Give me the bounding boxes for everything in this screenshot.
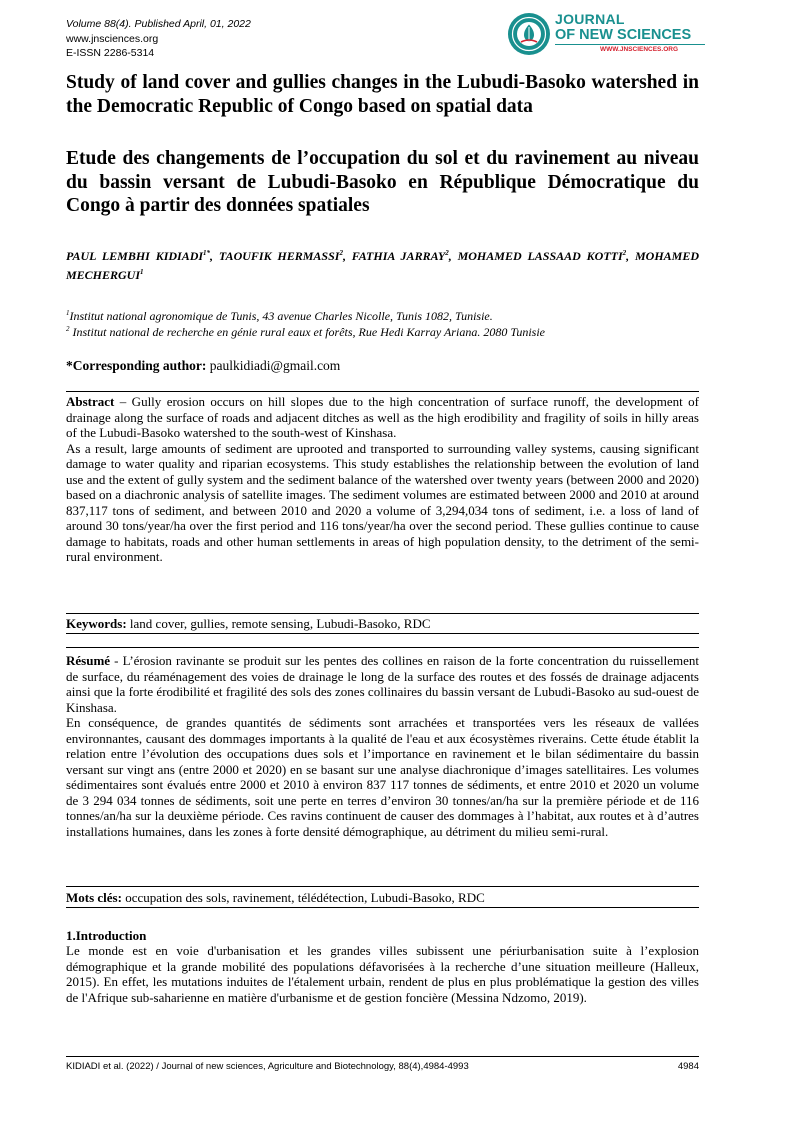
divider — [66, 886, 699, 887]
abstract-para-1 — [66, 394, 699, 441]
french-title: Etude des changements de l’occupation du sol et du ravinement au niveau du bassin versant de Lubudi-Basoko en République Démocratique du Congo à partir des données spatiales — [66, 148, 699, 216]
author-affiliation-mark: 2 — [339, 249, 343, 257]
english-title: Study of land cover and gullies changes in the Lubudi-Basoko watershed in the Democratic Republic of Congo based on spatial data — [66, 72, 699, 117]
logo-text-new-sciences: OF NEW SCIENCES — [555, 27, 692, 43]
page-footer — [66, 1061, 699, 1072]
journal-website[interactable]: www.jnsciences.org — [66, 32, 159, 45]
introduction-section — [66, 943, 699, 1005]
affiliation-1 — [66, 308, 699, 324]
author-affiliation-mark: 1 — [140, 268, 144, 276]
author-affiliation-mark: 2 — [445, 249, 449, 257]
resume-label: Résumé — [66, 653, 111, 668]
corresponding-label: *Corresponding author: — [66, 358, 207, 373]
journal-header — [66, 17, 251, 61]
abstract-label: Abstract — [66, 394, 115, 409]
divider — [66, 391, 699, 392]
affiliation-mark: 2 — [66, 325, 70, 333]
divider — [66, 613, 699, 614]
journal-logo — [507, 10, 705, 62]
mots-cles — [66, 890, 485, 906]
corresponding-email[interactable]: paulkidiadi@gmail.com — [209, 358, 341, 373]
author-name: MOHAMED LASSAAD KOTTI — [457, 249, 623, 263]
resume-text: - L’érosion ravinante se produit sur les pentes des collines en raison de la forte concentration du ruissellement de surface, du réaménagement des voies de drainage le long de la surface des routes et des fossés de drainage adjacents ainsi que la forte érodibilité et fragilité des sols des zones collinaires du bassin versant de Lubudi-Basoko au sud-ouest de Kinshasa. — [66, 653, 699, 715]
divider — [66, 907, 699, 908]
journal-issn: E-ISSN 2286-5314 — [66, 47, 155, 59]
mots-cles-text: occupation des sols, ravinement, télédétection, Lubudi-Basoko, RDC — [121, 890, 485, 905]
abstract-text: – Gully erosion occurs on hill slopes due to the high concentration of surface runoff, the development of drainage along the surface of roads and adjacent ditches as well as the high erodibility and fragility of soils in hilly areas of the Lubudi-Basoko watershed to the south-west of Kinshasa. — [66, 394, 699, 440]
resume-para-1 — [66, 653, 699, 715]
divider — [66, 633, 699, 634]
author-name: MOHAMED MECHERGUI — [66, 249, 700, 282]
logo-url[interactable]: WWW.JNSCIENCES.ORG — [600, 46, 679, 53]
journal-emblem-icon — [507, 12, 551, 56]
abstract-section — [66, 394, 699, 565]
corresponding-author — [66, 358, 340, 374]
logo-divider — [555, 44, 705, 45]
page-number: 4984 — [677, 1061, 699, 1072]
affiliation-mark: 1 — [66, 309, 70, 317]
keywords — [66, 616, 431, 632]
author-separator: , — [626, 249, 635, 263]
affiliation-2 — [66, 324, 699, 340]
author-name: FATHIA JARRAY — [351, 249, 446, 263]
author-separator: , — [448, 249, 458, 263]
footer-divider — [66, 1056, 699, 1057]
footer-citation: KIDIADI et al. (2022) / Journal of new sciences, Agriculture and Biotechnology, 88(4),4984-4993 — [66, 1061, 469, 1072]
divider — [66, 647, 699, 648]
affiliations — [66, 308, 699, 340]
affiliation-text: Institut national agronomique de Tunis, 43 avenue Charles Nicolle, Tunis 1082, Tunisie. — [69, 309, 493, 323]
mots-cles-label: Mots clés: — [66, 890, 122, 905]
keywords-text: land cover, gullies, remote sensing, Lubudi-Basoko, RDC — [126, 616, 431, 631]
keywords-label: Keywords: — [66, 616, 127, 631]
author-name: PAUL LEMBHI KIDIADI — [66, 249, 204, 263]
volume-info: Volume 88(4). Published April, 01, 2022 — [66, 18, 251, 30]
author-separator: , — [210, 249, 219, 263]
author-affiliation-mark: 2 — [622, 249, 627, 257]
author-affiliation-mark: 1* — [203, 249, 211, 257]
author-separator: , — [342, 249, 352, 263]
resume-para-2: En conséquence, de grandes quantités de sédiments sont arrachées et transportées vers les réseaux de vallées environnantes, causant des dommages importants à la qualité de l'eau et aux écosystèmes riverains. Cette étude établit la relation entre l’évolution des occupations dues sols et l’importance en ravinement et le bilan sédimentaire du bassin versant sur vingt ans (entre 2000 et 2020) en se basant sur une analyse diachronique d’images satellitaires. Les volumes sédimentaires sont évalués entre 2000 et 2010 à environ 837 117 tonnes de sédiments, et entre 2010 et 2020 un volume de 3 294 034 tonnes de sédiments, soit une perte en terres d’environ 30 tonnes/an/ha sur la première période et de 116 tonnes/an/ha sur la deuxième période. Ces ravins continuent de causer des dommages à l’habitat, aux routes et à d’autres installations humaines, dans les zones à forte densité démographique, au détriment du milieu semi-rural. — [66, 715, 699, 839]
resume-section — [66, 653, 699, 839]
logo-text-journal: JOURNAL — [555, 11, 625, 27]
abstract-para-2: As a result, large amounts of sediment are uprooted and transported to surrounding valley systems, causing significant damage to water quality and riparian ecosystems. This study establishes the relationship between the evolution of land use and the extent of gully system and the sediment balance of the watershed over twenty years (between 2000 and 2020) based on a diachronic analysis of satellite images. The sediment volumes are estimated between 2000 and 2010 at around 837,117 tons of sediment, and between 2010 and 2020 a volume of 3,294,034 tons of sediment, i.e. a loss of land of around 30 tons/year/ha over the first period and 116 tons/year/ha over the second period. These gullies continue to cause damage to habitats, roads and other human settlements in areas of high population density, to the detriment of the semi-rural environment. — [66, 440, 699, 564]
affiliation-text: Institut national de recherche en génie rural eaux et forêts, Rue Hedi Karray Ariana. 2080 Tunisie — [72, 325, 545, 339]
introduction-text: Le monde est en voie d'urbanisation et les grandes villes subissent une périurbanisation suite à l’explosion démographique et la grande mobilité des populations défavorisées à la recherche d’une situation meilleure (Halleux, 2015). En effet, les mutations induites de l'étalement urbain, rendent de plus en plus problématique la gestion des villes de l'Afrique sub-saharienne en matière d'urbanisme et de gestion foncière (Messina Ndzomo, 2019). — [66, 943, 699, 1005]
author-name: TAOUFIK HERMASSI — [218, 249, 340, 263]
introduction-heading: 1.Introduction — [66, 928, 147, 943]
author-list — [66, 247, 699, 285]
